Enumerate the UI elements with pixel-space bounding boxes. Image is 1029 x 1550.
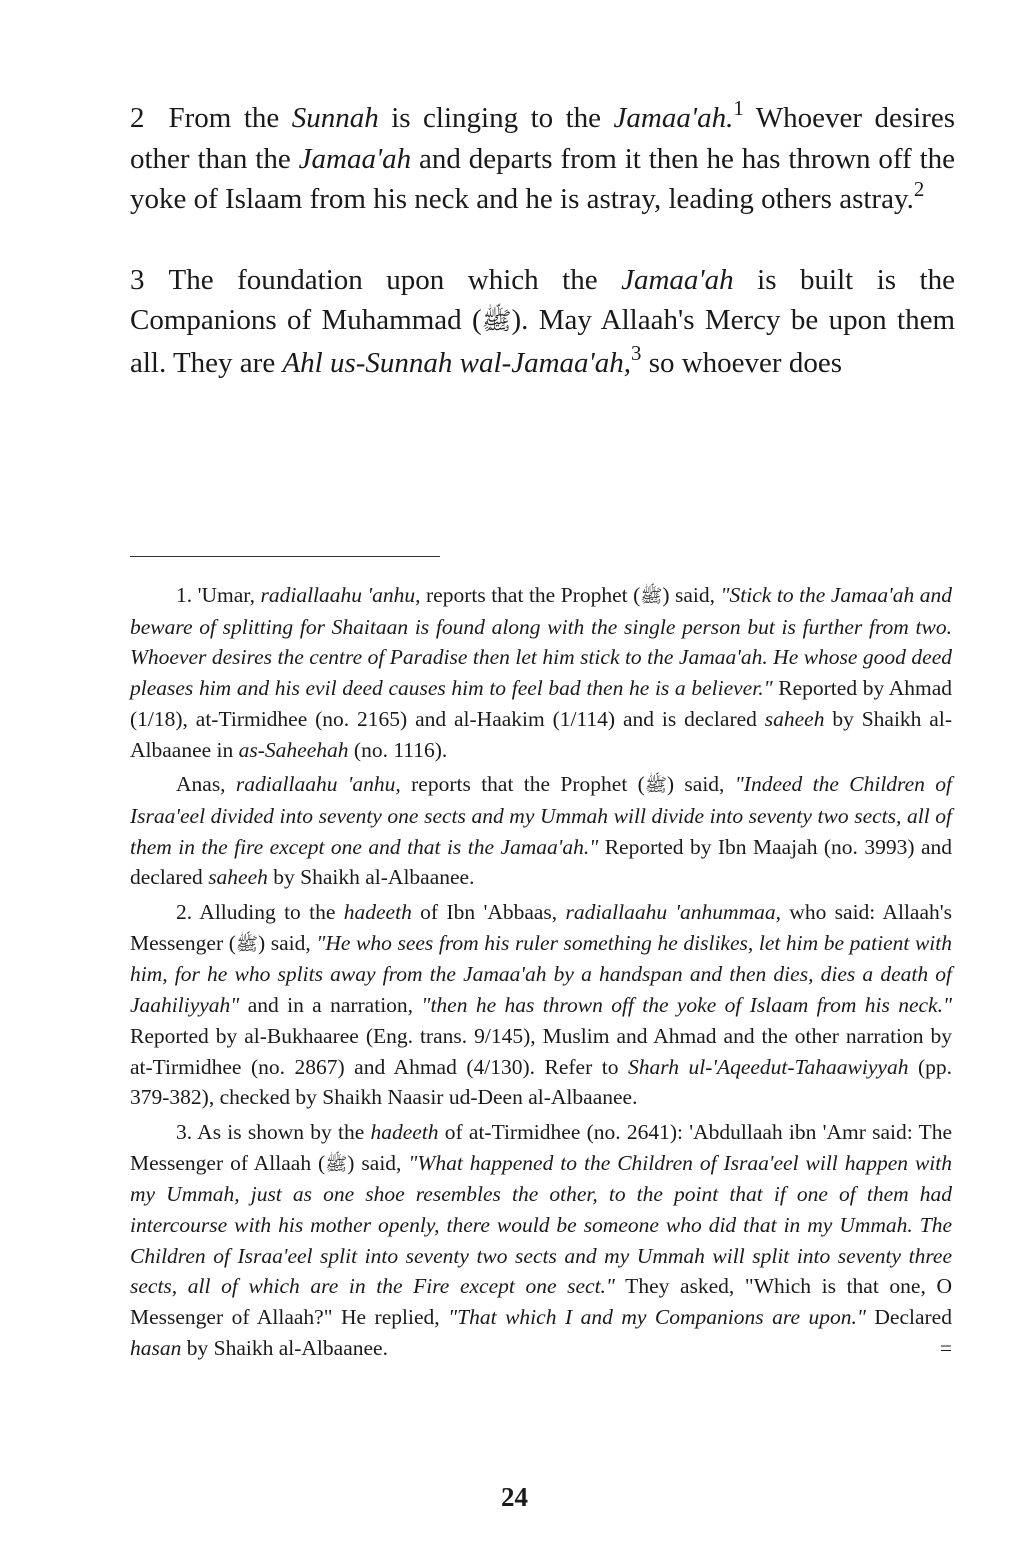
paragraph-3: 3 The foundation upon which the Jamaa'ah is built is the Companions of Muhammad (ﷺ). May Allaah's Mercy be upon them all. They are Ahl us-Sunnah wal-Jamaa'ah,$^3$ so whoever does <box>130 263 955 379</box>
footnote-ref-2: 2 <box>913 177 925 202</box>
footnote-1: 1. 'Umar, radiallaahu 'anhu, reports that the Prophet (ﷺ) said, "Stick to the Jamaa'ah and beware of splitting for Shaitaan is found along with the single person but is further from two. Whoever desires the centre of Paradise then let him stick to the Jamaa'ah. He whose good deed pleases him and his evil deed causes him to feel bad then he is a believer." Reported by Ahmad (1/18), at-Tirmidhee (no. 2165) and al-Haakim (1/114) and is declared saheeh by Shaikh al-Albaanee in as-Saheehah (no. 1116). <box>130 583 953 762</box>
paragraph-number: 2 <box>130 102 145 134</box>
paragraph-number: 3 <box>130 263 145 296</box>
continuation-mark: = <box>939 1335 952 1360</box>
footnote-ref-1: 1 <box>733 96 744 121</box>
salutation-glyph: ﷺ <box>235 933 258 954</box>
footnote-3: 3. As is shown by the hadeeth of at-Tirmidhee (no. 2641): 'Abdullaah ibn 'Amr said: The Messenger of Allaah (ﷺ) said, "What happened to the Children of Israa'eel will happen with my Ummah, just as one shoe resembles the other, to the point that if one of them had intercourse with his mother openly, there would be someone who did that in my Ummah. The Children of Israa'eel split into seventy two sects and my Ummah will split into seventy three sects, all of which are in the Fire except one sect." They asked, "Which is that one, O Messenger of Allaah?" He replied, "That which I and my Companions are upon." Declared hasan by Shaikh al-Albaanee. = <box>130 1117 952 1364</box>
salutation-glyph: ﷺ <box>640 586 663 606</box>
footnote-separator <box>130 556 440 557</box>
footnote-1-continued: Anas, radiallaahu 'anhu, reports that the Prophet (ﷺ) said, "Indeed the Children of Israa'eel divided into seventy one sects and my Ummah will divide into seventy two sects, all of them in the fire except one and that is the Jamaa'ah." Reported by Ibn Maajah (no. 3993) and declared saheeh by Shaikh al-Albaanee. <box>130 772 952 890</box>
salutation-glyph: ﷺ <box>325 1153 348 1174</box>
salutation-glyph: ﷺ <box>644 775 667 796</box>
page-number: 24 <box>501 1482 528 1512</box>
footnotes <box>130 580 952 1364</box>
paragraph-2: 2 From the Sunnah is clinging to the Jamaa'ah.$^1$ Whoever desires other than the Jamaa'ah and departs from it then he has thrown off the yoke of Islaam from his neck and he is astray, leading others astray.$^2$ <box>130 96 956 215</box>
footnote-ref-3: 3 <box>631 340 642 365</box>
salutation-glyph: ﷺ <box>481 308 512 335</box>
footnote-2: 2. Alluding to the hadeeth of Ibn 'Abbaas, radiallaahu 'anhummaa, who said: Allaah's Messenger (ﷺ) said, "He who sees from his ruler something he dislikes, let him be patient with him, for he who splits away from the Jamaa'ah by a handspan and then dies, dies a death of Jaahiliyyah" and in a narration, "then he has thrown off the yoke of Islaam from his neck." Reported by al-Bukhaaree (Eng. trans. 9/145), Muslim and Ahmad and the other narration by at-Tirmidhee (no. 2867) and Ahmad (4/130). Refer to Sharh ul-'Aqeedut-Tahaawiyyah (pp. 379-382), checked by Shaikh Naasir ud-Deen al-Albaanee. <box>130 900 952 1110</box>
main-text <box>130 98 955 383</box>
